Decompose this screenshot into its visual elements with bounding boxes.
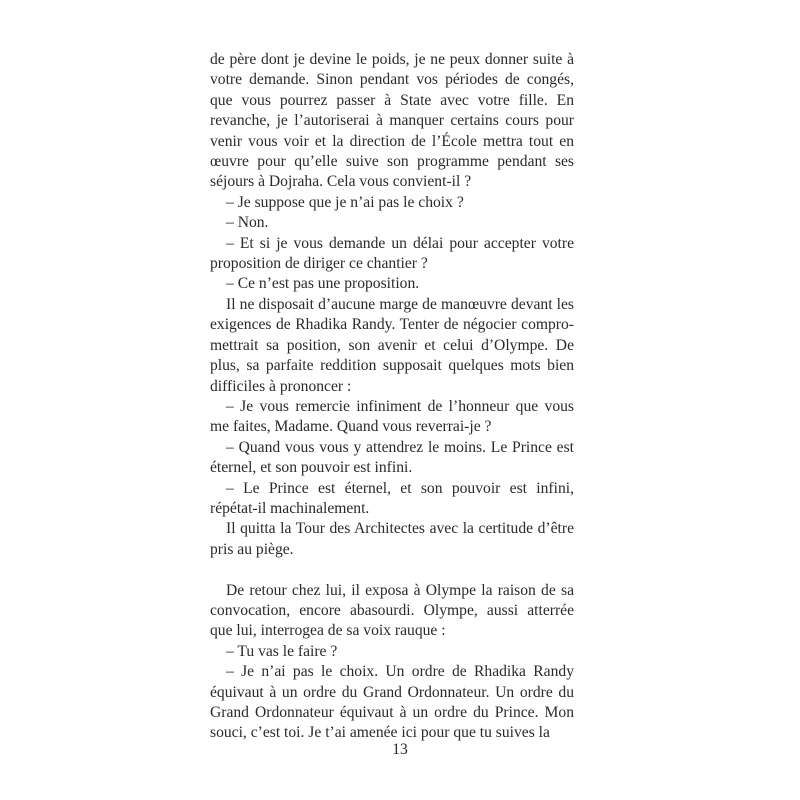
paragraph: – Et si je vous demande un délai pour accepter votre proposition de diriger ce chantier ? (210, 234, 574, 273)
paragraph: – Ce n’est pas une proposition. (226, 275, 420, 293)
page-number: 13 (392, 741, 408, 758)
paragraph: – Je n’ai pas le choix. Un ordre de Rhadika Randy équivaut à un ordre du Grand Ordonnateur. Un ordre du Grand Ordonnateur équivaut à un ordre du Prince. Mon souci, c’est toi. Je t’ai amenée ici pour que tu suives la (210, 663, 574, 742)
paragraph: De retour chez lui, il exposa à Olympe la raison de sa convocation, encore abasourdi. Olympe, aussi atterrée que lui, interrogea de sa voix rauque : (210, 581, 574, 640)
paragraph: Il quitta la Tour des Architectes avec la certitude d’être pris au piège. (210, 520, 574, 558)
paragraph: – Je suppose que je n’ai pas le choix ? (226, 193, 464, 211)
paragraph: Il ne disposait d’aucune marge de manœuvre devant les exigences de Rhadika Randy. Tenter de négocier compromettrait sa position, son avenir et celui d’Olympe. De plus, sa parfaite reddition supposait quelques mots bien difficiles à prononcer : (210, 295, 574, 395)
body-text (210, 50, 574, 744)
paragraph: – Quand vous vous y attendrez le moins. Le Prince est éternel, et son pouvoir est infini. (210, 438, 574, 477)
paragraph: – Le Prince est éternel, et son pouvoir est infini, répétat-il machinalement. (210, 479, 574, 517)
section-break (210, 560, 574, 580)
paragraph: – Je vous remercie infiniment de l’honneur que vous me faites, Madame. Quand vous reverrai-je ? (210, 397, 574, 436)
paragraph: de père dont je devine le poids, je ne peux donner suite à votre demande. Sinon pendant vos périodes de congés, que vous pourrez passer à State avec votre fille. En revanche, je l’autoriserai à manquer certains cours pour venir vous voir et la direction de l’École mettra tout en œuvre pour qu’elle suive son programme pendant ses séjours à Dojraha. Cela vous convient-il ? (210, 51, 574, 191)
paragraph: – Non. (226, 214, 269, 232)
paragraph: – Tu vas le faire ? (226, 642, 338, 660)
